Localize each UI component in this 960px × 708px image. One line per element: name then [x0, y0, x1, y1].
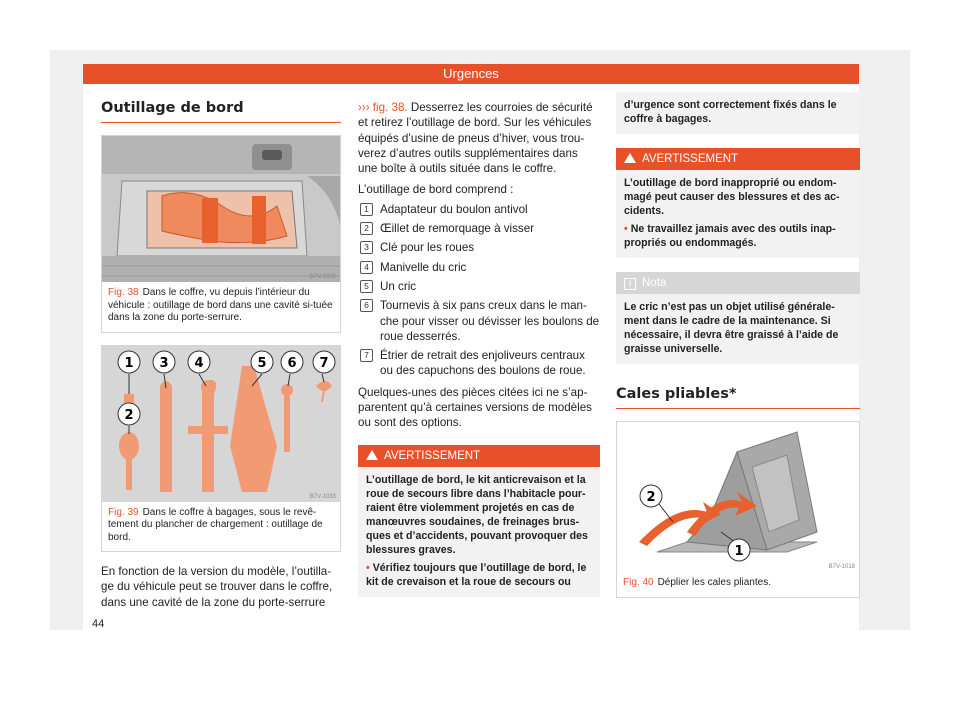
- fig39-label-4: 4: [194, 355, 204, 371]
- warning-bullet-text: Vérifiez toujours que l’outillage de bord, le kit de crevaison et la roue de secours ou: [366, 561, 587, 588]
- figure-40-caption: [617, 572, 859, 597]
- fig39-label-6: 6: [287, 355, 297, 371]
- column-middle: [358, 100, 600, 597]
- folding-chock-illustration: [617, 422, 859, 572]
- list-item: [358, 298, 600, 344]
- warning-bullet-text-2: Ne travaillez jamais avec des outils inap-propriés ou endommagés.: [624, 223, 836, 249]
- tool-kit-illustration: [102, 346, 340, 502]
- tool-list-lead: L’outillage de bord comprend :: [358, 183, 514, 197]
- item-number-badge: 5: [360, 280, 373, 293]
- note-title: Nota: [642, 277, 667, 289]
- figure-39-image: [102, 346, 340, 502]
- fig39-label-1: 1: [124, 355, 134, 371]
- list-item: [358, 260, 600, 275]
- list-item: [358, 202, 600, 217]
- list-item: [358, 221, 600, 236]
- list-item: [358, 348, 600, 379]
- item-number-badge: 1: [360, 203, 373, 216]
- column-right: [616, 92, 860, 598]
- figure-38-caption: [102, 282, 340, 332]
- list-item: [358, 279, 600, 294]
- warning-continued-text: d’urgence sont correctement fixés dans le coffre à bagages.: [624, 99, 837, 125]
- item-text: Un cric: [380, 279, 417, 293]
- figure-38-number: Fig. 38: [108, 287, 139, 298]
- warning-text: L’outillage de bord, le kit anticrevaison et la roue de secours libre dans l’habitacle pour-raient être violemment projetés en cas de manœuvres soudaines, de freinages brus-ques et d’accidents, pouvant provoquer des blessures graves.: [366, 473, 588, 556]
- figure-38: [101, 135, 341, 333]
- warning-header-2: [616, 148, 860, 170]
- figure-39-caption: [102, 502, 340, 552]
- fig40-label-1: 1: [734, 544, 744, 559]
- item-number-badge: 4: [360, 261, 373, 274]
- item-number-badge: 6: [360, 299, 373, 312]
- bullet-icon: •: [366, 561, 370, 574]
- note-body: Le cric n’est pas un objet utilisé générale-ment dans le cadre de la maintenance. Si nécessaire, il devra être graissé à l’aide de graisse universelle.: [624, 301, 839, 355]
- figure-39-code: B7V-1033: [309, 493, 336, 500]
- tool-list: [358, 202, 600, 379]
- trunk-tool-cavity-illustration: [102, 136, 340, 282]
- figure-40-caption-text: Déplier les cales pliantes.: [657, 577, 771, 588]
- item-text: Clé pour les roues: [380, 241, 475, 255]
- warning-box-2: [616, 148, 860, 258]
- item-number-badge: 7: [360, 349, 373, 362]
- note-box: [616, 272, 860, 364]
- item-number-badge: 3: [360, 241, 373, 254]
- warning-box-1: [358, 445, 600, 597]
- item-text: Adaptateur du boulon antivol: [380, 202, 528, 216]
- warning-header: [358, 445, 600, 467]
- section-heading-outillage: Outillage de bord: [101, 92, 341, 123]
- warning-body-2: [616, 170, 860, 258]
- options-paragraph: Quelques-unes des pièces citées ici ne s’ap-parentent qu’à certaines versions de modèles ou sont des options.: [358, 385, 592, 430]
- warning-text-2: L’outillage de bord inapproprié ou endom-magé peut causer des blessures et des ac-cidents.: [624, 177, 840, 217]
- figure-38-code: B7V-1005: [309, 274, 336, 280]
- figure-38-caption-text: Dans le coffre, vu depuis l’intérieur du véhicule : outillage de bord dans une cavité si-tuée dans la zone du porte-serrure.: [108, 287, 333, 323]
- page-number: 44: [92, 618, 105, 630]
- intro-paragraph-text: Desserrez les courroies de sécurité et retirez l’outillage de bord. Sur les véhicules équipés d’usine de pneus d’hiver, vous trou-verez d’autres outils supplémentaires dans une boîte à outils située dans le coffre.: [358, 101, 593, 176]
- item-text: Étrier de retrait des enjoliveurs centraux ou des capuchons des boulons de roue.: [380, 349, 586, 378]
- fig39-label-2: 2: [124, 407, 134, 423]
- figure-39-caption-text: Dans le coffre à bagages, sous le revê-tement du plancher de chargement : outillage de bord.: [108, 506, 323, 543]
- item-text: Tournevis à six pans creux dans le man-che pour visser ou dévisser les boulons de roue desserrés.: [380, 299, 600, 343]
- info-icon: i: [624, 278, 636, 290]
- warning-bullet-2: [624, 222, 852, 250]
- fig39-label-3: 3: [159, 355, 169, 371]
- item-text: Œillet de remorquage à visser: [380, 222, 535, 236]
- fig39-label-5: 5: [257, 355, 267, 371]
- figure-40-number: Fig. 40: [623, 577, 654, 588]
- note-header: [616, 272, 860, 294]
- intro-paragraph: [358, 100, 600, 176]
- fig39-label-7: 7: [319, 355, 329, 371]
- warning-triangle-icon: [624, 153, 636, 163]
- warning-title: AVERTISSEMENT: [384, 449, 481, 462]
- warning-bullet: [366, 561, 592, 589]
- section-banner: Urgences: [83, 64, 859, 84]
- figure-40-code: B7V-1018: [828, 564, 855, 570]
- warning-title-2: AVERTISSEMENT: [642, 153, 739, 165]
- item-number-badge: 2: [360, 222, 373, 235]
- body-paragraph-version: En fonction de la version du modèle, l’outilla-ge du véhicule peut se trouver dans le coffre, dans une cavité de la zone du porte-serrure: [101, 565, 333, 609]
- figure-39-number: Fig. 39: [108, 506, 139, 518]
- figure-40: [616, 421, 860, 598]
- column-left: [101, 92, 341, 610]
- figure-reference-link[interactable]: ››› fig. 38.: [358, 101, 408, 114]
- bullet-icon: •: [624, 223, 628, 235]
- fig40-label-2: 2: [646, 490, 656, 505]
- warning-triangle-icon: [366, 450, 378, 460]
- figure-40-image: [617, 422, 859, 572]
- figure-38-image: [102, 136, 340, 282]
- item-text: Manivelle du cric: [380, 260, 467, 274]
- warning-body: [358, 467, 600, 597]
- figure-39: [101, 345, 341, 553]
- section-heading-cales: Cales pliables*: [616, 378, 860, 409]
- warning-continued: [616, 92, 860, 134]
- list-item: [358, 240, 600, 255]
